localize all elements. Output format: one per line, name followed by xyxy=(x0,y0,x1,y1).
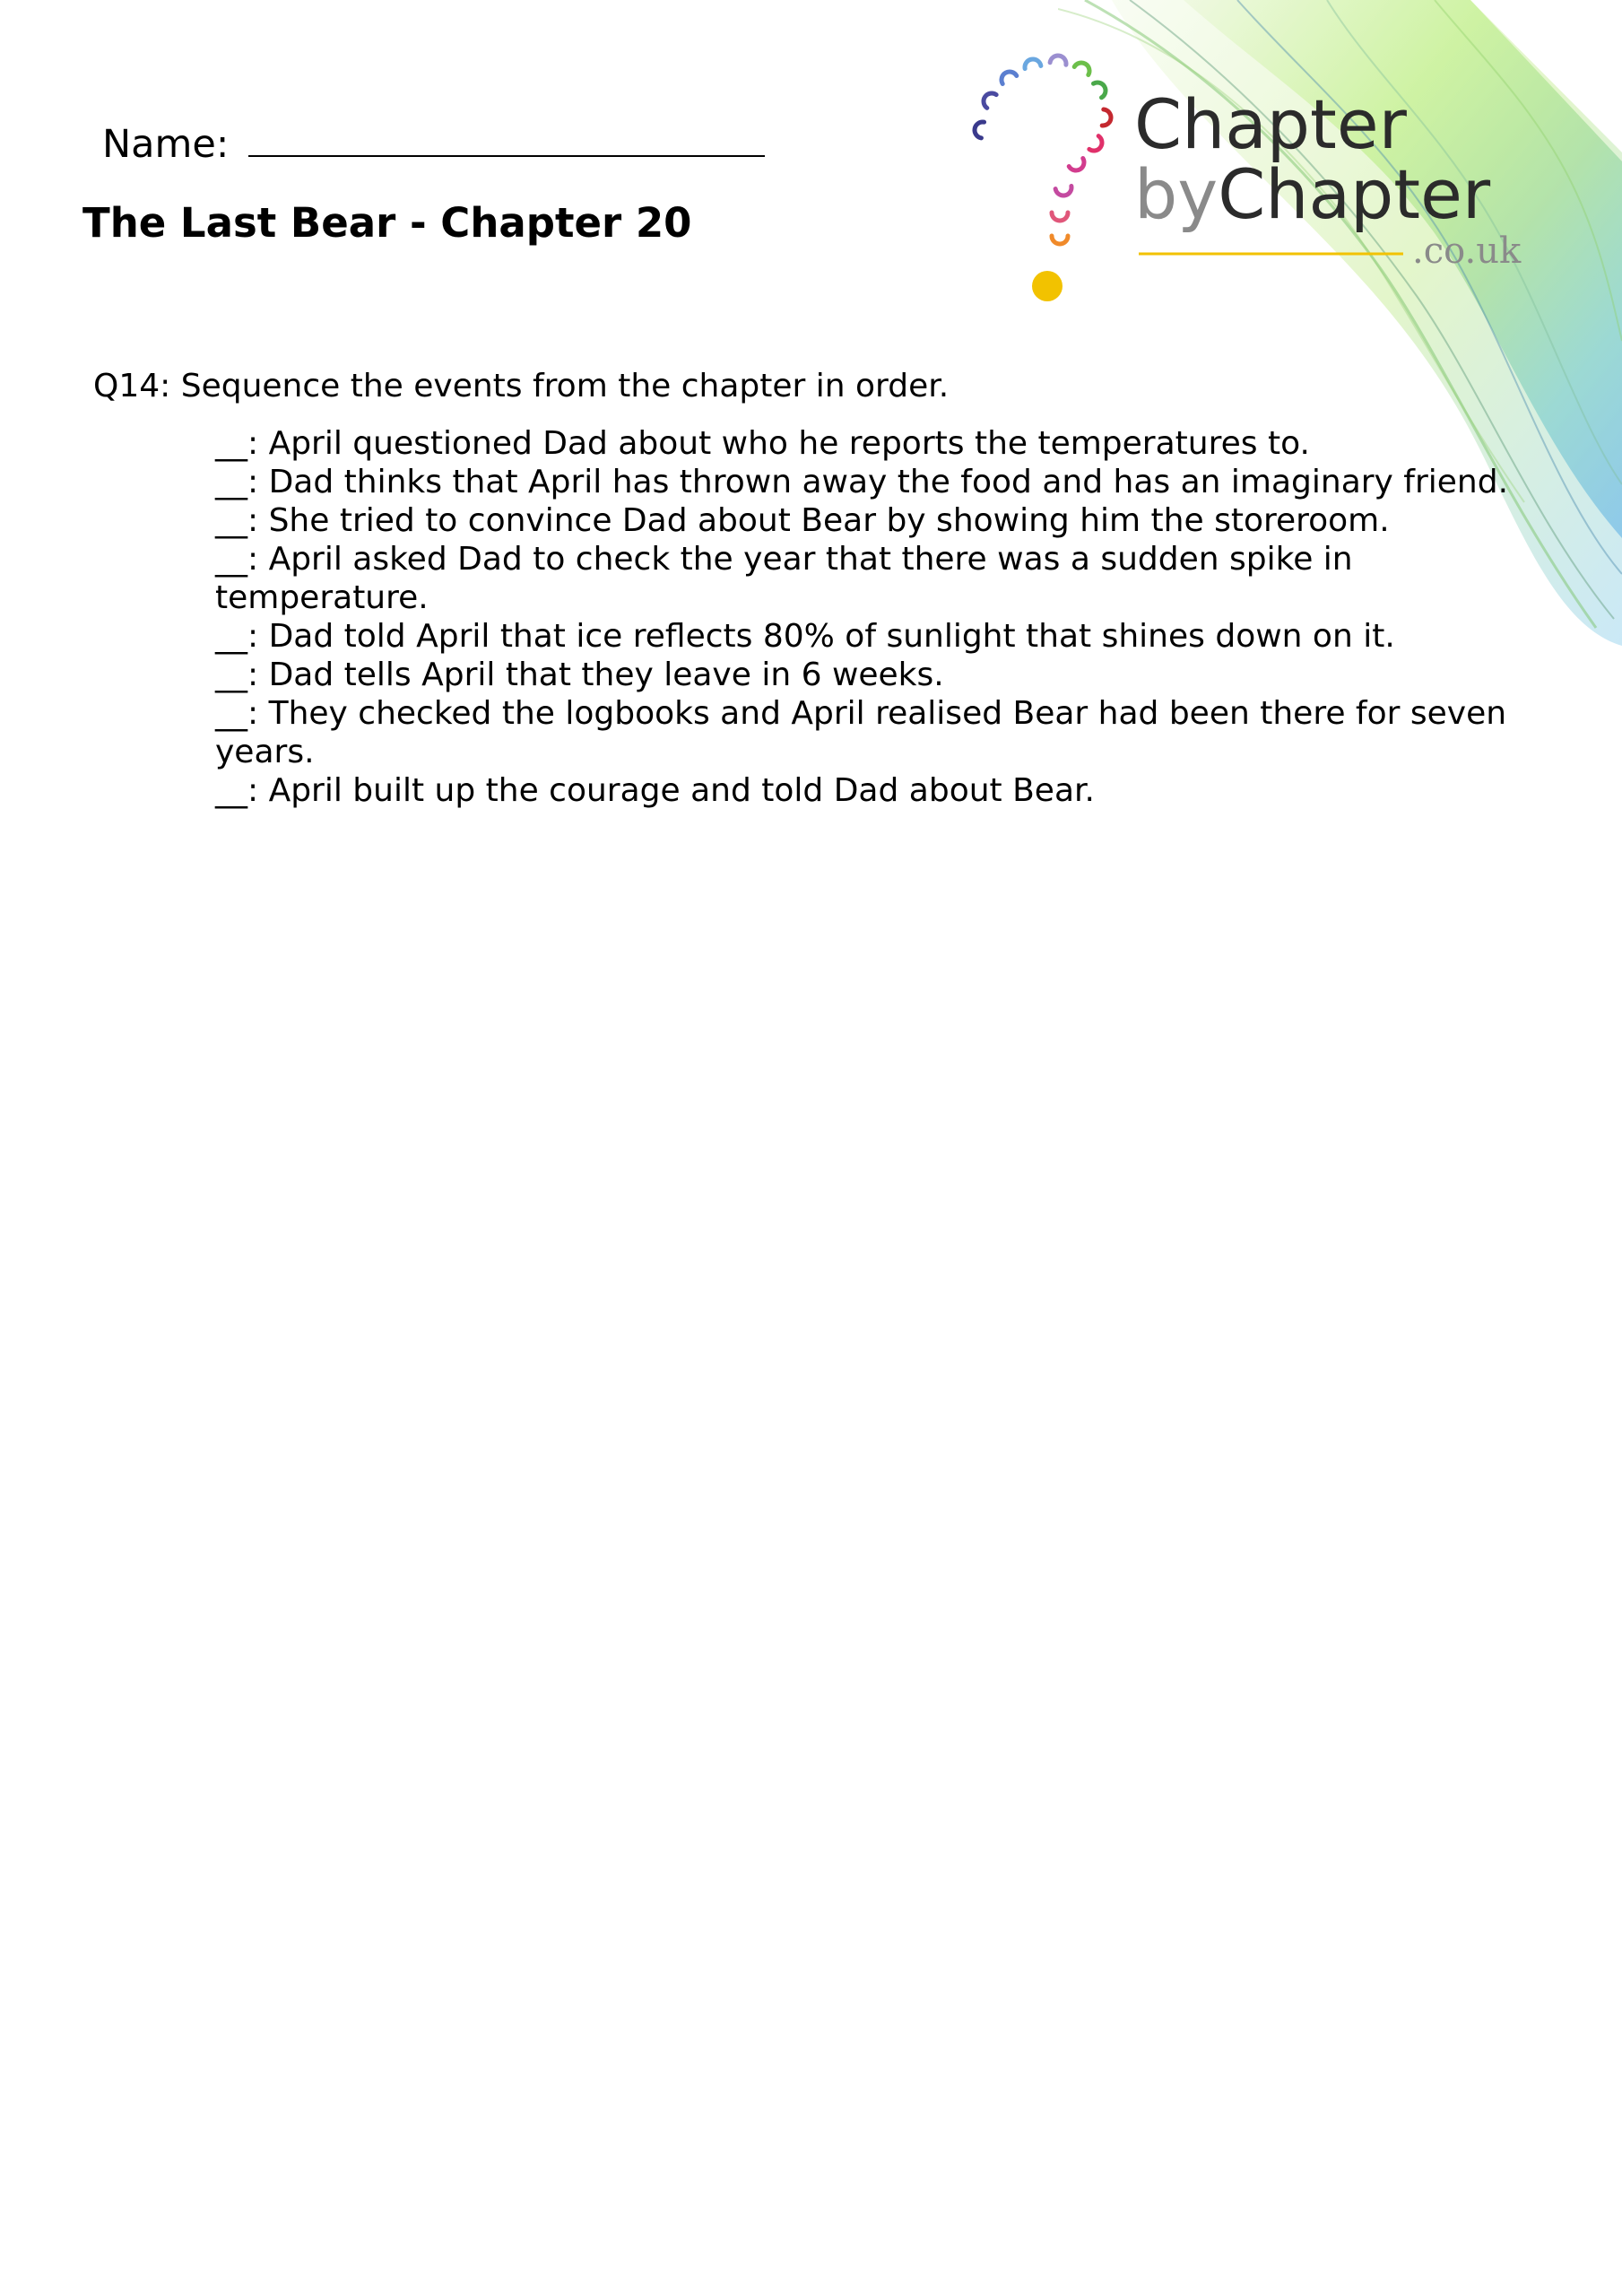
name-label: Name: xyxy=(102,122,230,167)
svg-text:byChapter: byChapter xyxy=(1134,154,1491,234)
name-line xyxy=(102,115,765,167)
event-item: __: Dad tells April that they leave in 6 weeks. xyxy=(215,657,944,693)
worksheet-title: The Last Bear - Chapter 20 xyxy=(82,199,692,247)
name-blank-field[interactable] xyxy=(248,115,765,157)
svg-text:Chapter: Chapter xyxy=(1134,84,1407,164)
event-item: __: Dad thinks that April has thrown away the food and has an imaginary friend. xyxy=(215,464,1509,500)
event-item: __: They checked the logbooks and April realised Bear had been there for seven years. xyxy=(215,695,1507,770)
event-item: __: April questioned Dad about who he reports the temperatures to. xyxy=(215,425,1310,462)
event-item: __: Dad told April that ice reflects 80% of sunlight that shines down on it. xyxy=(215,618,1395,655)
question-prompt: Q14: Sequence the events from the chapter in order. xyxy=(93,368,950,404)
svg-text:.co.uk: .co.uk xyxy=(1412,230,1522,272)
event-item: __: She tried to convince Dad about Bear by showing him the storeroom. xyxy=(215,502,1390,539)
logo-dot-icon xyxy=(1032,271,1063,301)
event-item: __: April asked Dad to check the year that there was a sudden spike in temperature. xyxy=(215,541,1353,616)
event-list xyxy=(215,424,1542,810)
chapter-by-chapter-logo xyxy=(964,49,1538,318)
books-question-mark-icon xyxy=(974,55,1112,244)
event-item: __: April built up the courage and told Dad about Bear. xyxy=(215,772,1095,809)
